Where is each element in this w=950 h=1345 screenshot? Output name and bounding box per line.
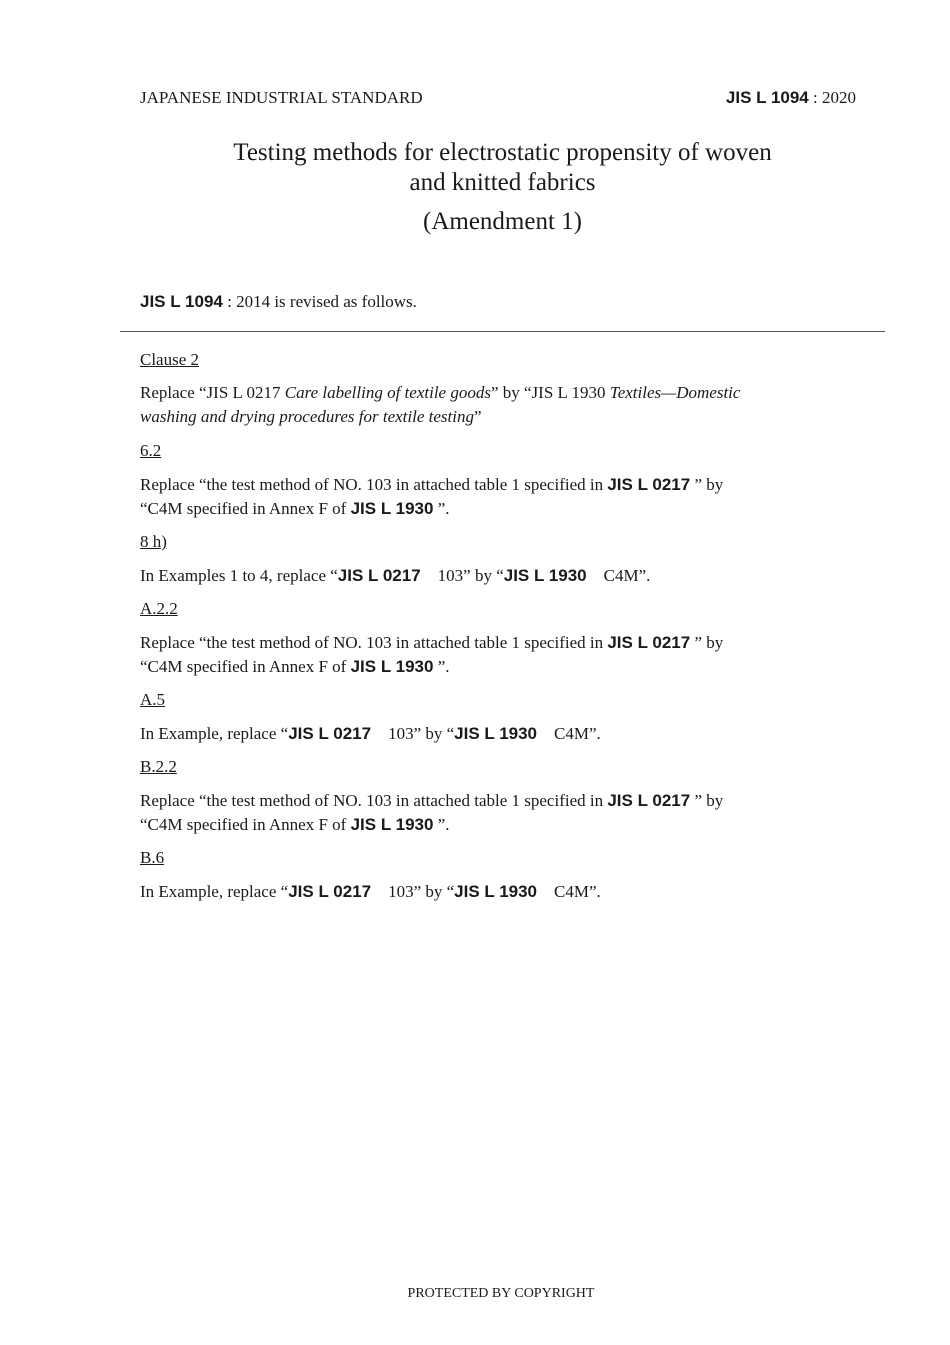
text: In Examples 1 to 4, replace “	[140, 566, 338, 585]
section-body-8h	[140, 564, 870, 588]
section-body-a-5	[140, 722, 870, 746]
standard-label: JAPANESE INDUSTRIAL STANDARD	[140, 88, 423, 107]
section-heading-8h: 8 h)	[140, 532, 167, 551]
text: Replace “the test method of NO. 103 in attached table 1 specified in	[140, 633, 608, 652]
standard-year: 2020	[822, 88, 856, 107]
text: ”.	[433, 499, 450, 518]
section-heading-b-2-2: B.2.2	[140, 757, 177, 776]
text: ” by “JIS L 1930	[490, 383, 610, 402]
text: ”.	[433, 815, 450, 834]
standard-ref: JIS L 1930	[503, 566, 587, 585]
document-title-line2: and knitted fabrics	[409, 169, 596, 196]
intro-text: : 2014 is revised as follows.	[222, 292, 417, 311]
section-heading-clause-2: Clause 2	[140, 350, 200, 369]
text: ”.	[433, 657, 450, 676]
amendment-title: (Amendment 1)	[423, 208, 582, 235]
text: “C4M specified in Annex F of	[140, 499, 351, 518]
section-body-clause-2	[140, 381, 870, 429]
text: C4M”.	[537, 882, 601, 901]
standard-ref: JIS L 0217	[288, 882, 372, 901]
text: ” by	[690, 633, 724, 652]
section-heading-6-2: 6.2	[140, 441, 162, 460]
standard-ref: JIS L 1930	[350, 815, 434, 834]
intro-statement	[140, 292, 417, 312]
text: Replace “the test method of NO. 103 in attached table 1 specified in	[140, 791, 608, 810]
copyright-footer: PROTECTED BY COPYRIGHT	[407, 1286, 595, 1301]
text: ”	[473, 407, 482, 426]
text: C4M”.	[537, 724, 601, 743]
section-body-b-2-2	[140, 789, 870, 837]
document-title-line1: Testing methods for electrostatic propensity of woven	[233, 139, 772, 166]
text: In Example, replace “	[140, 882, 289, 901]
text: Replace “the test method of NO. 103 in attached table 1 specified in	[140, 475, 608, 494]
section-heading-a-5: A.5	[140, 690, 166, 709]
intro-code: JIS L 1094	[140, 292, 223, 311]
section-body-a-2-2	[140, 631, 870, 679]
standard-ref: JIS L 0217	[607, 633, 691, 652]
text: 103” by “	[420, 566, 504, 585]
standard-ref: JIS L 0217	[607, 791, 691, 810]
standard-ref: JIS L 0217	[337, 566, 421, 585]
standard-ref: JIS L 1930	[350, 657, 434, 676]
text: ” by	[690, 475, 724, 494]
text: C4M”.	[586, 566, 651, 585]
text: ” by	[690, 791, 724, 810]
text-italic: Textiles—Domestic	[609, 383, 741, 402]
section-body-b-6	[140, 880, 870, 904]
divider	[120, 331, 885, 332]
text: “C4M specified in Annex F of	[140, 657, 351, 676]
standard-ref: JIS L 0217	[288, 724, 372, 743]
text-italic: Care labelling of textile goods	[284, 383, 491, 402]
section-heading-b-6: B.6	[140, 848, 165, 867]
section-body-6-2	[140, 473, 870, 521]
standard-ref: JIS L 1930	[454, 882, 538, 901]
standard-ref: JIS L 1930	[454, 724, 538, 743]
text: 103” by “	[371, 724, 455, 743]
standard-code: JIS L 1094	[725, 88, 809, 107]
section-heading-a-2-2: A.2.2	[140, 599, 178, 618]
standard-ref: JIS L 1930	[350, 499, 434, 518]
text-italic: washing and drying procedures for textile testing	[140, 407, 474, 426]
standard-ref: JIS L 0217	[607, 475, 691, 494]
text: 103” by “	[371, 882, 455, 901]
standard-sep: :	[808, 88, 822, 107]
standard-number	[726, 88, 856, 108]
text: “C4M specified in Annex F of	[140, 815, 351, 834]
text: In Example, replace “	[140, 724, 289, 743]
text: Replace “JIS L 0217	[140, 383, 285, 402]
